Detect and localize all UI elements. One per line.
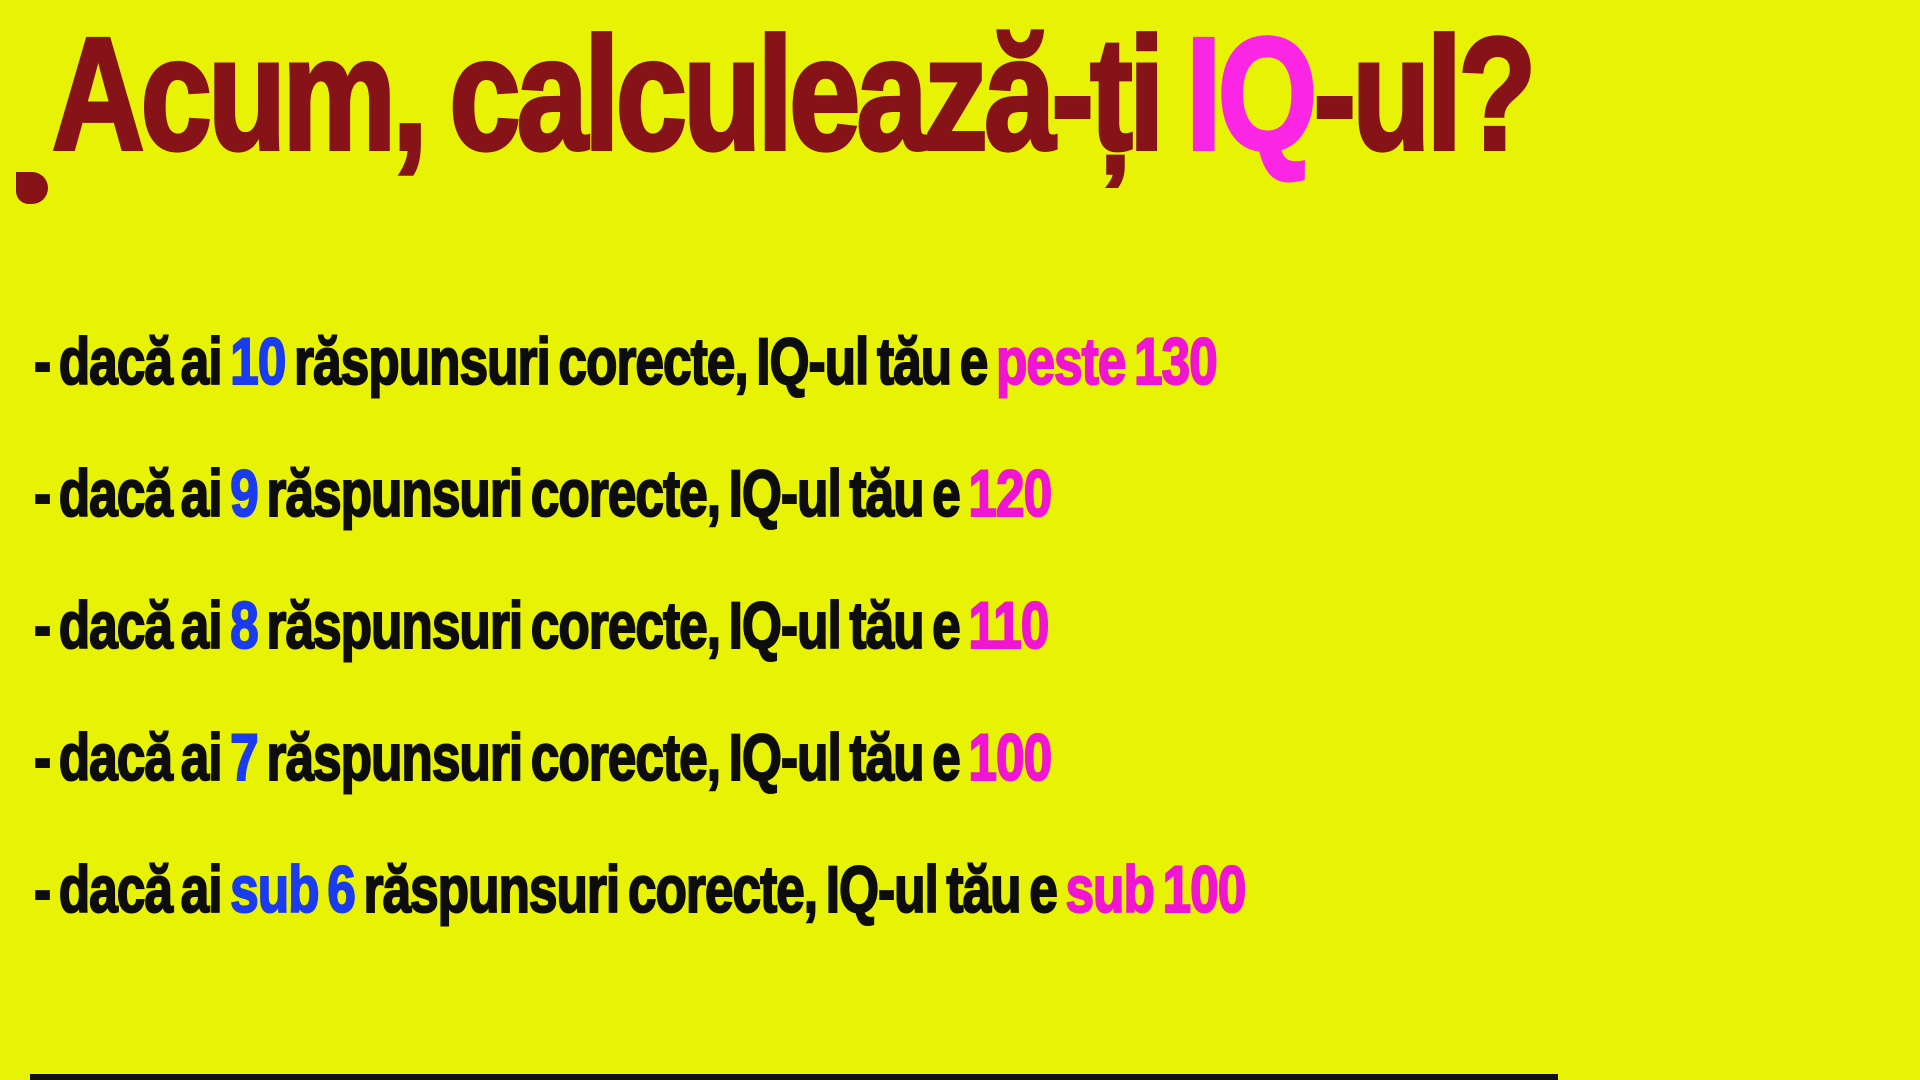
rule-prefix-text: - dacă ai [34,852,231,926]
rule-middle-text: răspunsuri corecte, IQ-ul tău e [257,456,969,530]
rule-iq-value: 120 [968,456,1052,530]
rule-correct-count: 8 [230,588,258,662]
rule-middle-text: răspunsuri corecte, IQ-ul tău e [257,720,969,794]
rule-line [34,720,1245,794]
rule-middle-text: răspunsuri corecte, IQ-ul tău e [285,324,996,398]
rule-middle-text: răspunsuri corecte, IQ-ul tău e [257,588,969,662]
rule-prefix-text: - dacă ai [34,324,231,398]
cropped-text-strip [30,1074,1558,1080]
rule-line [34,852,1246,926]
rule-prefix-text: - dacă ai [34,588,231,662]
title-suffix: -ul? [1313,4,1533,183]
rule-line [34,456,1245,530]
rule-iq-value: sub 100 [1065,852,1246,926]
rule-prefix-text: - dacă ai [34,720,231,794]
rule-middle-text: răspunsuri corecte, IQ-ul tău e [354,852,1066,926]
rule-correct-count: sub 6 [230,852,355,926]
page-title [52,6,1533,182]
rule-correct-count: 10 [230,324,286,398]
title-accent-iq: IQ [1185,4,1314,183]
rule-line [34,324,1245,398]
rule-iq-value: 110 [968,588,1049,662]
rule-correct-count: 7 [230,720,258,794]
rule-iq-value: 100 [968,720,1052,794]
rule-line [34,588,1245,662]
iq-rules-list [34,324,1587,926]
title-text: Acum, calculează-ți [52,4,1186,183]
rule-iq-value: peste 130 [995,324,1217,398]
cropped-glyph-mark [16,172,48,204]
rule-prefix-text: - dacă ai [34,456,231,530]
rule-correct-count: 9 [230,456,258,530]
